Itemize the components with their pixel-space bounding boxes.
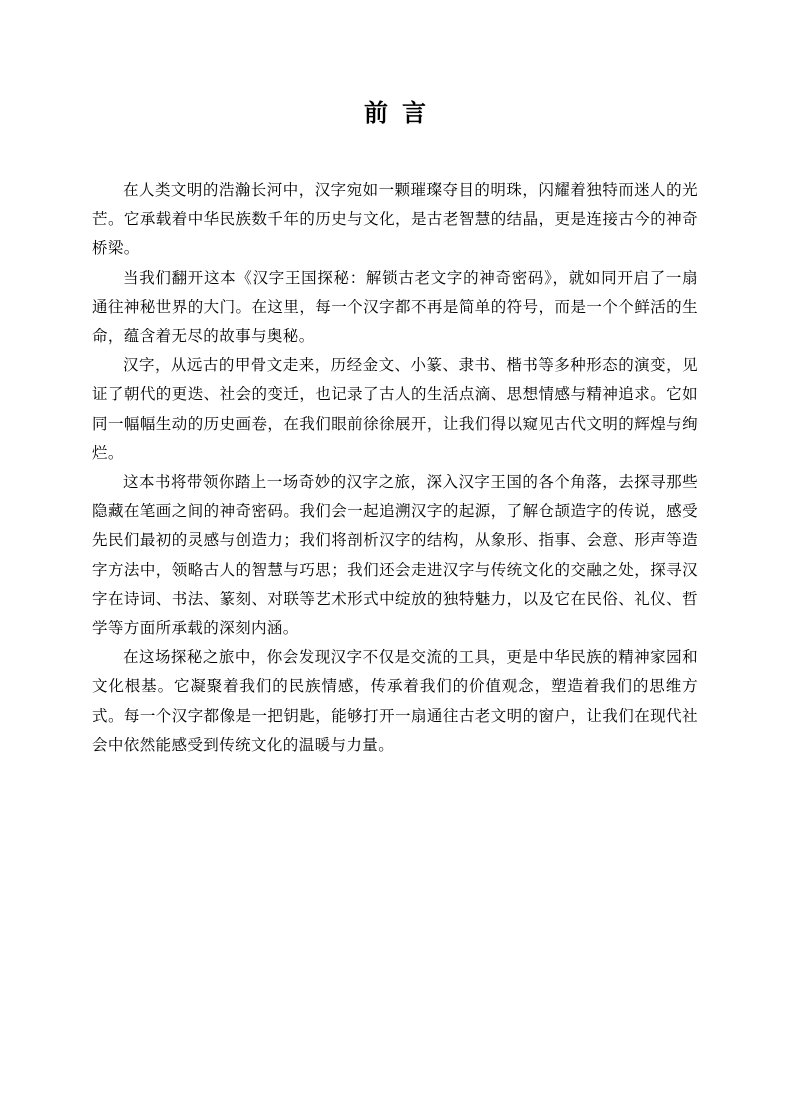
preface-body bbox=[92, 176, 698, 760]
paragraph-2: 当我们翻开这本《汉字王国探秘：解锁古老文字的神奇密码》，就如同开启了一扇通往神秘世界的大门。在这里，每一个汉字都不再是简单的符号，而是一个个鲜活的生命，蕴含着无尽的故事与奥秘。 bbox=[92, 268, 698, 346]
paragraph-5: 在这场探秘之旅中，你会发现汉字不仅是交流的工具，更是中华民族的精神家园和文化根基。它凝聚着我们的民族情感，传承着我们的价值观念，塑造着我们的思维方式。每一个汉字都像是一把钥匙，能够打开一扇通往古老文明的窗户，让我们在现代社会中依然能感受到传统文化的温暖与力量。 bbox=[92, 648, 698, 754]
paragraph-1: 在人类文明的浩瀚长河中，汉字宛如一颗璀璨夺目的明珠，闪耀着独特而迷人的光芒。它承载着中华民族数千年的历史与文化，是古老智慧的结晶，更是连接古今的神奇桥梁。 bbox=[92, 181, 698, 258]
paragraph-3: 汉字，从远古的甲骨文走来，历经金文、小篆、隶书、楷书等多种形态的演变，见证了朝代的更迭、社会的变迁，也记录了古人的生活点滴、思想情感与精神追求。它如同一幅幅生动的历史画卷，在我们眼前徐徐展开，让我们得以窥见古代文明的辉煌与绚烂。 bbox=[92, 356, 698, 462]
paragraph-4: 这本书将带领你踏上一场奇妙的汉字之旅，深入汉字王国的各个角落，去探寻那些隐藏在笔画之间的神奇密码。我们会一起追溯汉字的起源，了解仓颉造字的传说，感受先民们最初的灵感与创造力；我们将剖析汉字的结构，从象形、指事、会意、形声等造字方法中，领略古人的智慧与巧思；我们还会走进汉字与传统文化的交融之处，探寻汉字在诗词、书法、篆刻、对联等艺术形式中绽放的独特魅力，以及它在民俗、礼仪、哲学等方面所承载的深刻内涵。 bbox=[92, 473, 698, 638]
page-title: 前言 bbox=[364, 99, 440, 127]
